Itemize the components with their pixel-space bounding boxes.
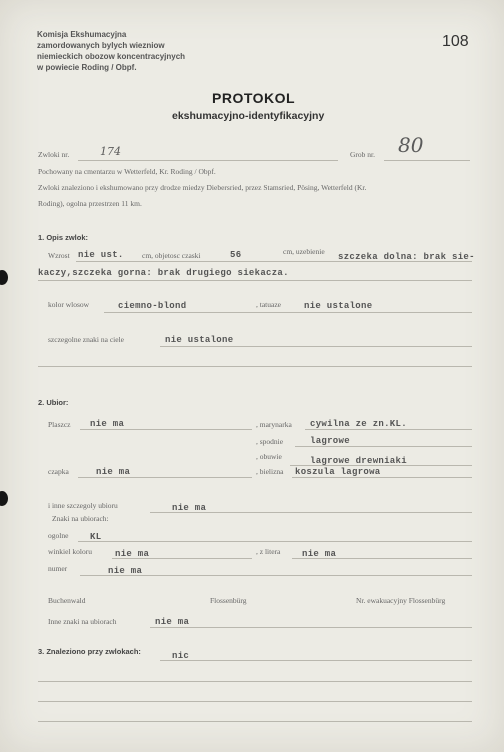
org-line: niemieckich obozow koncentracyjnych (37, 52, 186, 61)
numer-label: numer (48, 564, 68, 573)
litera-label: , z litera (256, 547, 281, 556)
tatuaze-label: , tatuaze (256, 300, 281, 309)
ogolne-line (78, 541, 472, 542)
grob-label: Grob nr. (350, 150, 375, 159)
uzebienie-line-2 (38, 280, 472, 281)
inne-szczegoly-value: nie ma (172, 503, 207, 513)
numer-value: nie ma (108, 566, 143, 576)
inne-szczegoly-line (150, 512, 472, 513)
uzebienie-value-2: kaczy,szczeka gorna: brak drugiego siekacza. (38, 268, 289, 278)
spodnie-value: lagrowe (310, 436, 350, 446)
organization-header (37, 29, 185, 73)
znaki-line (160, 346, 472, 347)
wzrost-label: Wzrost (48, 251, 70, 260)
punch-hole-bottom (0, 491, 8, 506)
inne-znaki-line (150, 627, 472, 628)
blank-line-3 (38, 701, 472, 702)
czapka-value: nie ma (96, 467, 131, 477)
bielizna-line (292, 477, 472, 478)
tatuaze-value: nie ustalone (304, 301, 373, 311)
czaska-label: cm, objetosc czaski (142, 251, 201, 260)
inne-szczegoly-label: i inne szczegoly ubioru (48, 501, 118, 510)
ogolne-value: KL (90, 532, 102, 542)
document-title: PROTOKOL (212, 90, 296, 106)
ogolne-label: ogolne (48, 531, 69, 540)
spodnie-line (295, 446, 472, 447)
org-line: w powiecie Roding / Obpf. (37, 63, 137, 72)
winkiel-label: winkiel koloru (48, 547, 92, 556)
marynarka-value: cywilna ze zn.KL. (310, 419, 407, 429)
znaki-value: nie ustalone (165, 335, 234, 345)
marynarka-label: , marynarka (256, 420, 292, 429)
znaki-ubior-label: Znaki na ubiorach: (52, 514, 109, 523)
uzebienie-value-1: szczeka dolna: brak sie- (338, 252, 475, 262)
czaska-value: 56 (230, 250, 242, 260)
zwloki-value: 174 (100, 145, 121, 158)
uzebienie-label: cm, uzebienie (283, 247, 325, 256)
obuwie-line (290, 465, 472, 466)
org-line: zamordowanych bylych wiezniow (37, 41, 165, 50)
grob-value: 80 (398, 133, 424, 157)
litera-value: nie ma (302, 549, 337, 559)
czapka-line (78, 477, 252, 478)
winkiel-line (112, 558, 252, 559)
wzrost-line (76, 261, 472, 262)
numer-line (80, 575, 472, 576)
burial-line-1: Pochowany na cmentarzu w Wetterfeld, Kr. Roding / Obpf. (38, 167, 216, 176)
section-2-heading: 2. Ubior: (38, 398, 69, 407)
blank-line-1 (38, 366, 472, 367)
burial-line-3: Roding), ogolna przestrzen 11 km. (38, 199, 142, 208)
ewakuacyjny-label: Nr. ewakuacyjny Flossenbürg (356, 596, 446, 605)
zwloki-line (78, 160, 338, 161)
kolor-label: kolor wlosow (48, 300, 90, 309)
punch-hole-top (0, 270, 8, 285)
inne-znaki-value: nie ma (155, 617, 190, 627)
plaszcz-label: Plaszcz (48, 420, 71, 429)
document-subtitle: ekshumacyjno-identyfikacyjny (172, 110, 325, 122)
kolor-value: ciemno-blond (118, 301, 187, 311)
blank-line-4 (38, 721, 472, 722)
buchenwald-label: Buchenwald (48, 596, 86, 605)
bielizna-label: , bielizna (256, 467, 284, 476)
znaki-label: szczegolne znaki na ciele (48, 335, 124, 344)
czapka-label: czapka (48, 467, 69, 476)
plaszcz-line (80, 429, 252, 430)
inne-znaki-label: Inne znaki na ubiorach (48, 617, 117, 626)
obuwie-label: , obuwie (256, 452, 282, 461)
litera-line (292, 558, 472, 559)
kolor-line (104, 312, 472, 313)
org-line: Komisja Ekshumacyjna (37, 30, 127, 39)
section-3-value: nic (172, 651, 190, 661)
plaszcz-value: nie ma (90, 419, 125, 429)
section-3-heading: 3. Znaleziono przy zwlokach: (38, 647, 141, 656)
winkiel-value: nie ma (115, 549, 150, 559)
section-1-heading: 1. Opis zwlok: (38, 233, 89, 242)
obuwie-value: lagrowe drewniaki (310, 456, 407, 466)
spodnie-label: , spodnie (256, 437, 284, 446)
marynarka-line (305, 429, 472, 430)
flossenburg-label: Flossenbürg (210, 596, 247, 605)
zwloki-label: Zwloki nr. (38, 150, 70, 159)
blank-line-2 (38, 681, 472, 682)
page-number: 108 (442, 33, 469, 50)
burial-line-2: Zwloki znaleziono i ekshumowano przy drodze miedzy Diebersried, przez Stamsried, Pösing, Wetterfeld (Kr. (38, 183, 367, 192)
grob-line (384, 160, 470, 161)
bielizna-value: koszula lagrowa (295, 467, 381, 477)
section-3-line (160, 660, 472, 661)
wzrost-value: nie ust. (78, 250, 124, 260)
